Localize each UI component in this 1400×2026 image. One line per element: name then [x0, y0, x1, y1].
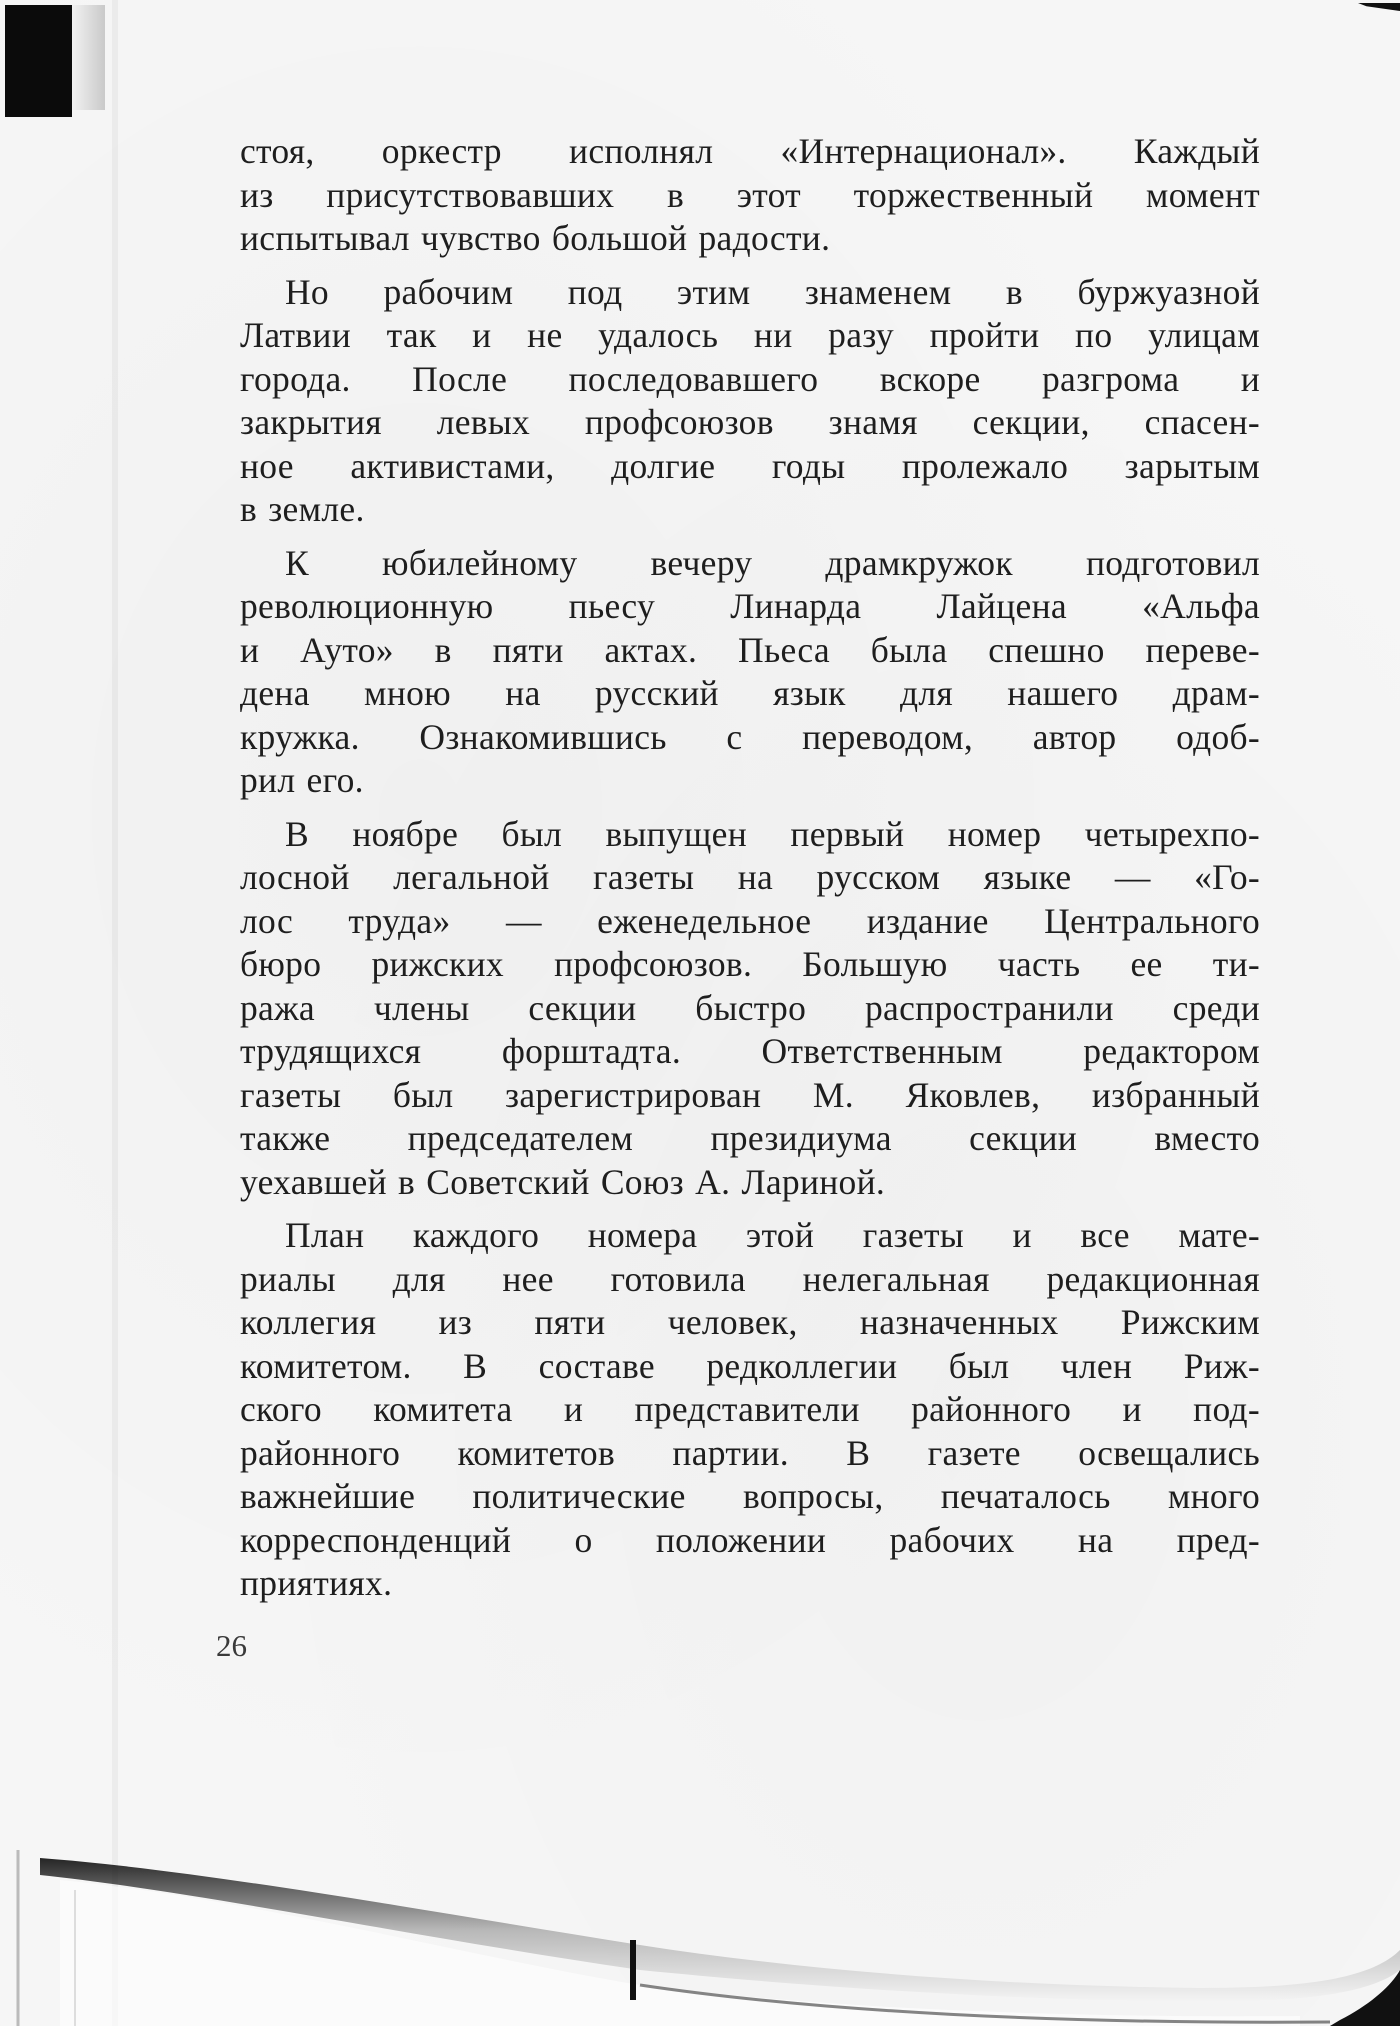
text-line: приятиях.: [240, 1563, 393, 1603]
text-line: стоя, оркестр исполнял «Интернационал». Каждый: [240, 131, 1260, 171]
text-line: кружка. Ознакомившись с переводом, автор одоб-: [240, 716, 1260, 757]
text-line: К юбилейному вечеру драмкружок подготовил: [285, 542, 1260, 583]
text-line: важнейшие политические вопросы, печаталось много: [240, 1476, 1260, 1516]
text-line: лос труда» — еженедельное издание Центрального: [240, 900, 1260, 941]
paragraph: [240, 542, 1260, 803]
text-line: комитетом. В составе редколлегии был член Риж-: [240, 1345, 1260, 1386]
text-line: газеты был зарегистрирован М. Яковлев, избранный: [240, 1074, 1260, 1115]
text-line: риалы для нее готовила нелегальная редакционная: [240, 1258, 1260, 1299]
scan-edge-mark: [1358, 3, 1400, 11]
text-line: уехавшей в Советский Союз А. Лариной.: [240, 1161, 886, 1202]
text-line: районного комитетов партии. В газете освещались: [240, 1432, 1260, 1473]
text-line: трудящихся форштадта. Ответственным редактором: [240, 1031, 1260, 1071]
text-line: В ноябре был выпущен первый номер четырехпо-: [285, 813, 1260, 854]
scan-edge-shadow: [72, 5, 105, 110]
text-line: рил его.: [240, 760, 364, 800]
text-line: ража члены секции быстро распространили среди: [240, 987, 1260, 1028]
text-line: также председателем президиума секции вместо: [240, 1118, 1260, 1158]
scan-edge-dark-corner: [5, 5, 72, 117]
paragraph: [240, 1214, 1260, 1606]
body-text: [240, 130, 1260, 1616]
text-line: революционную пьесу Линарда Лайцена «Альфа: [240, 586, 1260, 626]
text-line: города. После последовавшего вскоре разгрома и: [240, 358, 1260, 399]
text-line: дена мною на русский язык для нашего драм-: [240, 673, 1260, 713]
page-number: 26: [216, 1628, 247, 1663]
page-fold-line: [112, 0, 118, 2026]
text-line: План каждого номера этой газеты и все мате-: [285, 1215, 1260, 1255]
page-edge-tear: [630, 1940, 636, 2000]
text-line: испытывал чувство большой радости.: [240, 218, 831, 258]
text-line: ное активистами, долгие годы пролежало зарытым: [240, 445, 1260, 486]
text-line: и Ауто» в пяти актах. Пьеса была спешно переве-: [240, 629, 1260, 670]
page-bottom-edge-curve: [0, 1780, 1400, 2026]
paragraph: [240, 813, 1260, 1205]
text-line: корреспонденций о положении рабочих на пред-: [240, 1519, 1260, 1560]
text-line: бюро рижских профсоюзов. Большую часть ее ти-: [240, 944, 1260, 984]
text-line: ского комитета и представители районного и под-: [240, 1389, 1260, 1429]
paragraph: [240, 271, 1260, 532]
text-line: в земле.: [240, 489, 365, 529]
text-line: из присутствовавших в этот торжественный момент: [240, 174, 1260, 215]
paragraph: [240, 130, 1260, 261]
text-line: закрытия левых профсоюзов знамя секции, спасен-: [240, 402, 1260, 442]
text-line: коллегия из пяти человек, назначенных Рижским: [240, 1302, 1260, 1342]
text-line: лосной легальной газеты на русском языке — «Го-: [240, 857, 1260, 897]
text-line: Латвии так и не удалось ни разу пройти по улицам: [240, 315, 1260, 355]
text-line: Но рабочим под этим знаменем в буржуазной: [285, 271, 1260, 312]
